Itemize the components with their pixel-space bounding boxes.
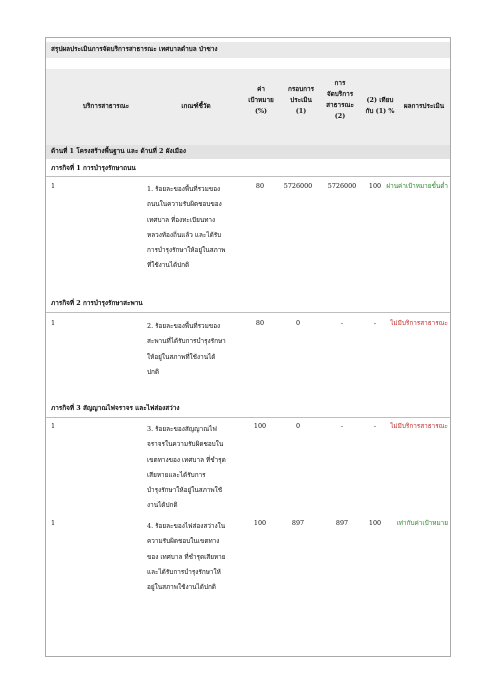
- header-ratio: (2) เทียบ กับ (1) %: [365, 96, 395, 115]
- mission-title: ภารกิจที่ 1 การบำรุงรักษาถนน: [51, 164, 136, 172]
- mission-title: ภารกิจที่ 3 สัญญาณไฟจราจร และไฟส่องสว่าง: [51, 404, 180, 412]
- divider: [46, 176, 450, 177]
- result-text: เท่ากับค่าเป้าหมาย: [396, 519, 448, 527]
- result-text: ไม่มีบริการสาธารณะ: [390, 319, 448, 327]
- frame-value: 897: [291, 519, 305, 527]
- delivered-value: -: [340, 319, 344, 327]
- mission-title: ภารกิจที่ 2 การบำรุงรักษาสะพาน: [51, 299, 143, 307]
- criteria-text: 4. ร้อยละของไฟส่องสว่างใน ความรับผิดชอบในเขตทาง ของ เทศบาล ที่ชำรุดเสียหาย และได้รับการบำรุงรักษาให้ อยู่ในสภาพใช้งานได้ปกติ: [147, 522, 226, 592]
- ratio-value: 100: [368, 182, 382, 190]
- criteria-text: 3. ร้อยละของสัญญาณไฟ จราจรในความรับผิดชอบใน เขตทางของ เทศบาล ที่ชำรุด เสียหายและได้รับการ บำรุงรักษาให้อยู่ในสภาพใช้ งานได้ปกติ: [147, 425, 226, 510]
- row-number: 1: [51, 182, 56, 190]
- divider: [46, 417, 450, 418]
- report-page: [45, 37, 451, 657]
- ratio-value: -: [373, 319, 377, 327]
- header-criteria: เกณฑ์ชี้วัด: [181, 102, 211, 110]
- target-value: 100: [253, 422, 267, 430]
- header-service: บริการสาธารณะ: [82, 102, 130, 110]
- row-number: 1: [51, 422, 56, 430]
- delivered-value: 5726000: [327, 182, 357, 190]
- divider: [46, 312, 450, 313]
- frame-value: 0: [295, 319, 301, 327]
- row-number: 1: [51, 319, 56, 327]
- frame-value: 5726000: [283, 182, 313, 190]
- result-text: ผ่านค่าเป้าหมายขั้นต่ำ: [386, 182, 448, 190]
- result-text: ไม่มีบริการสาธารณะ: [390, 422, 448, 430]
- ratio-value: 100: [368, 519, 382, 527]
- header-delivered: การ จัดบริการ สาธารณะ (2): [326, 79, 354, 120]
- header-target: ค่า เป้าหมาย (%): [248, 85, 274, 115]
- section-title: ด้านที่ 1 โครงสร้างพื้นฐาน และ ด้านที่ 2 ผังเมือง: [51, 147, 186, 155]
- delivered-value: -: [340, 422, 344, 430]
- criteria-text: 1. ร้อยละของพื้นที่รวมของ ถนนในความรับผิดชอบของ เทศบาล ที่องทะเบียนทาง หลวงท้องถิ่นแล้ว และได้รับ การบำรุงรักษาให้อยู่ในสภาพ ที่ใช้งานได้ปกติ: [147, 185, 226, 270]
- report-title: สรุปผลประเมินการจัดบริการสาธารณะ เทศบาลตำบล ป่าซาง: [51, 45, 218, 53]
- delivered-value: 897: [335, 519, 349, 527]
- target-value: 80: [255, 319, 265, 327]
- target-value: 100: [253, 519, 267, 527]
- header-result: ผลการประเมิน: [403, 102, 445, 110]
- frame-value: 0: [295, 422, 301, 430]
- criteria-text: 2. ร้อยละของพื้นที่รวมของ สะพานที่ได้รับการบำรุงรักษา ให้อยู่ในสภาพที่ใช้งานได้ ปกติ: [147, 322, 226, 376]
- header-frame: กรอบการ ประเมิน (1): [287, 85, 315, 115]
- row-number: 1: [51, 519, 56, 527]
- ratio-value: -: [373, 422, 377, 430]
- target-value: 80: [255, 182, 265, 190]
